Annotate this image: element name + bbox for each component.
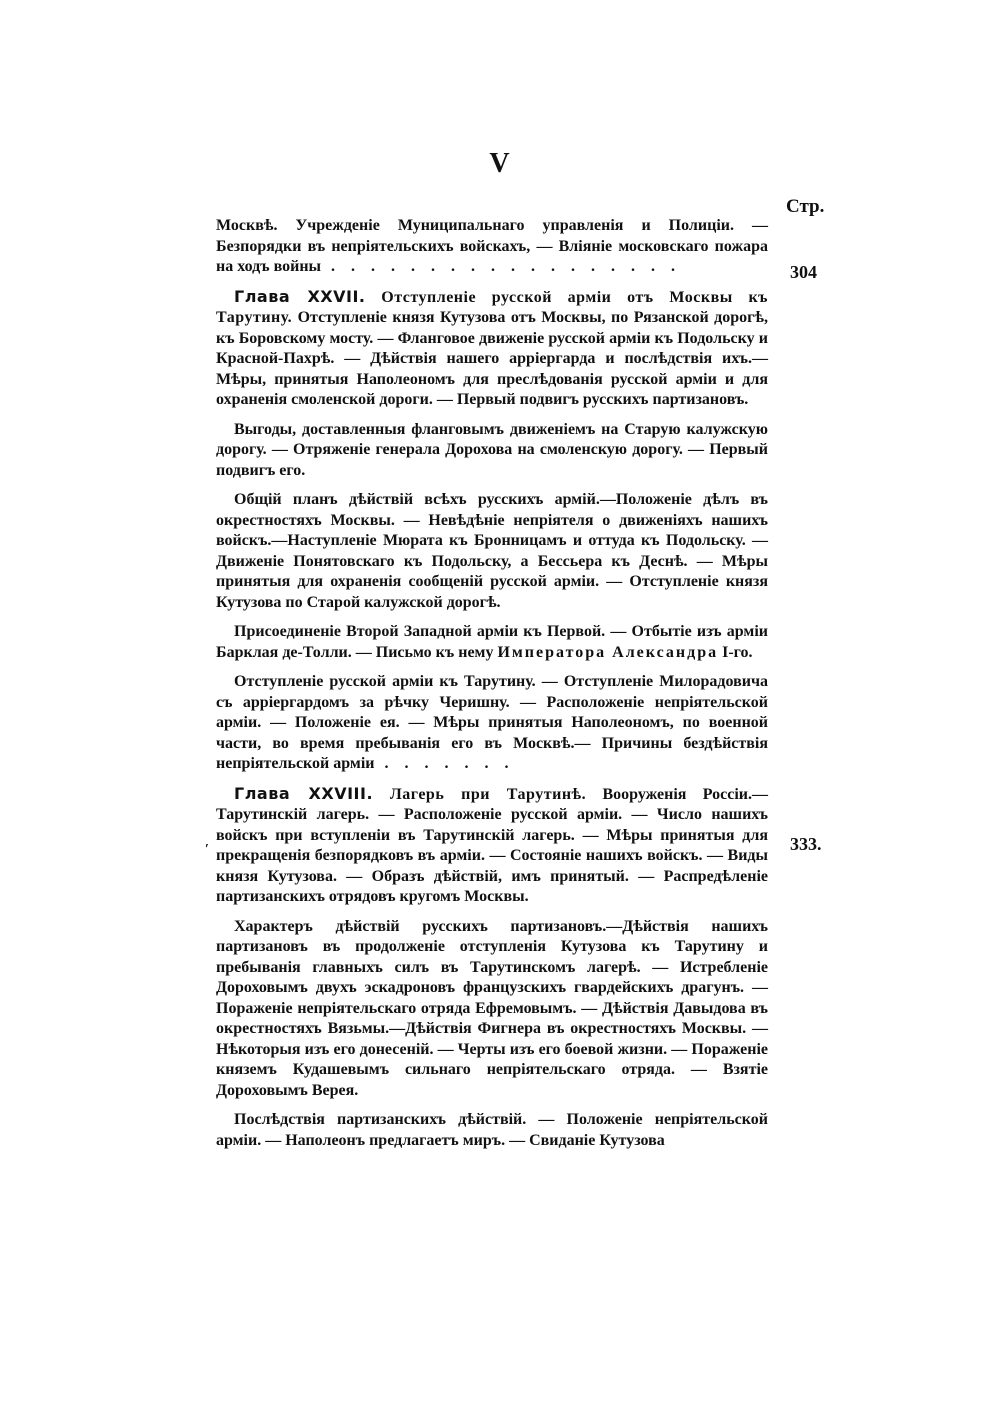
emperor-name: Императора Александра <box>497 643 719 661</box>
toc-chapter-28 <box>216 784 768 908</box>
page-column-header: Стр. <box>786 196 825 217</box>
toc-entry-tarutino-retreat <box>216 672 768 775</box>
page-ref-333: 333. <box>790 834 822 854</box>
chapter-summary: Отступленіе князя Кутузова отъ Москвы, по Рязанской дорогѣ, къ Боровскому мосту. — Фланговое движеніе русской арміи къ Подольску и Красной-Пахрѣ. — Дѣйствія нашего арріергарда и послѣдствія ихъ.—Мѣры, принятыя Наполеономъ для преслѣдованія русской арміи и для охраненія смоленской дороги. — Первый подвигъ русскихъ партизановъ. <box>216 309 768 408</box>
toc-entry-barclay <box>216 622 768 663</box>
toc-entry: Послѣдствія партизанскихъ дѣйствій. — Положеніе непріятельской арміи. — Наполеонъ предлагаетъ миръ. — Свиданіе Кутузова <box>216 1111 768 1149</box>
toc-chapter-27 <box>216 287 768 411</box>
chapter-title: Лагерь при Тарутинѣ. <box>373 785 587 803</box>
toc-entry-tail: I-го. <box>718 643 753 661</box>
toc-entry-text: Присоединеніе Второй Западной арміи къ Первой. — Отбытіе изъ арміи Барклая де-Толли. — Письмо къ нему <box>216 623 768 661</box>
dot-leader: . . . . . . . . . . . . . . . . . . <box>321 258 682 275</box>
page-ref-304: 304 <box>790 262 817 282</box>
chapter-label: Глава XXVIII. <box>234 783 374 803</box>
toc-entry-moscow <box>216 216 768 278</box>
toc-entry-text: Отступленіе русской арміи къ Тарутину. — Отступленіе Милорадовича съ арріергардомъ за рѣчку Черишну. — Расположеніе непріятельской арміи. — Положеніе ея. — Мѣры принятыя Наполеономъ, по военной части, во время пребыванія его въ Москвѣ.— Причины бездѣйствія непріятельской арміи <box>216 673 768 772</box>
toc-entry-text: Москвѣ. Учрежденіе Муниципальнаго управленія и Полиціи. — Безпорядки въ непріятельскихъ войскахъ, — Вліяніе московскаго пожара на ходъ войны <box>216 217 768 275</box>
toc-entry: Общій планъ дѣйствій всѣхъ русскихъ армій.—Положеніе дѣлъ въ окрестностяхъ Москвы. — Невѣдѣніе непріятеля о движеніяхъ нашихъ войскъ.—Наступленіе Мюрата къ Бронницамъ и оттуда къ Подольску. — Движеніе Понятовскаго къ Подольску, а Бессьера къ Деснѣ. — Мѣры принятыя для охраненія сообщеній русской арміи. — Отступленіе князя Кутузова по Старой калужской дорогѣ. <box>216 491 768 611</box>
margin-mark: ′ <box>205 842 209 857</box>
chapter-label: Глава XXVII. <box>234 286 366 306</box>
page-number: V <box>489 148 511 179</box>
chapter-title: Отступленіе русской арміи отъ Москвы къ Тарутину. <box>216 288 768 326</box>
chapter-summary: Вооруженія Россіи.— Тарутинскій лагерь. — Расположеніе русской арміи. — Число нашихъ войскъ при вступленіи въ Тарутинскій лагерь. — Мѣры принятыя для прекращенія безпорядковъ въ арміи. — Состояніе нашихъ войскъ. — Виды князя Кутузова. — Образъ дѣйствій, имъ принятый. — Распредѣленіе партизанскихъ отрядовъ кругомъ Москвы. <box>216 785 768 905</box>
toc-entry: Выгоды, доставленныя фланговымъ движеніемъ на Старую калужскую дорогу. — Отряженіе генерала Дорохова на смоленскую дорогу. — Первый подвигъ его. <box>216 420 768 479</box>
toc-entry: Характеръ дѣйствій русскихъ партизановъ.—Дѣйствія нашихъ партизановъ въ продолженіе отступленія Кутузова къ Тарутину и пребыванія главныхъ силъ въ Тарутинскомъ лагерѣ. — Истребленіе Дороховымъ двухъ эскадроновъ французскихъ гвардейскихъ драгунъ. — Пораженіе непріятельскаго отряда Ефремовымъ. — Дѣйствія Давыдова въ окрестностяхъ Вязьмы.—Дѣйствія Фигнера въ окрестностяхъ Москвы. — Нѣкоторыя изъ его донесеній. — Черты изъ его боевой жизни. — Пораженіе княземъ Кудашевымъ сильнаго непріятельскаго отряда. — Взятіе Дороховымъ Верея. <box>216 917 768 1099</box>
table-of-contents <box>216 216 768 1160</box>
dot-leader: . . . . . . . <box>374 755 515 772</box>
